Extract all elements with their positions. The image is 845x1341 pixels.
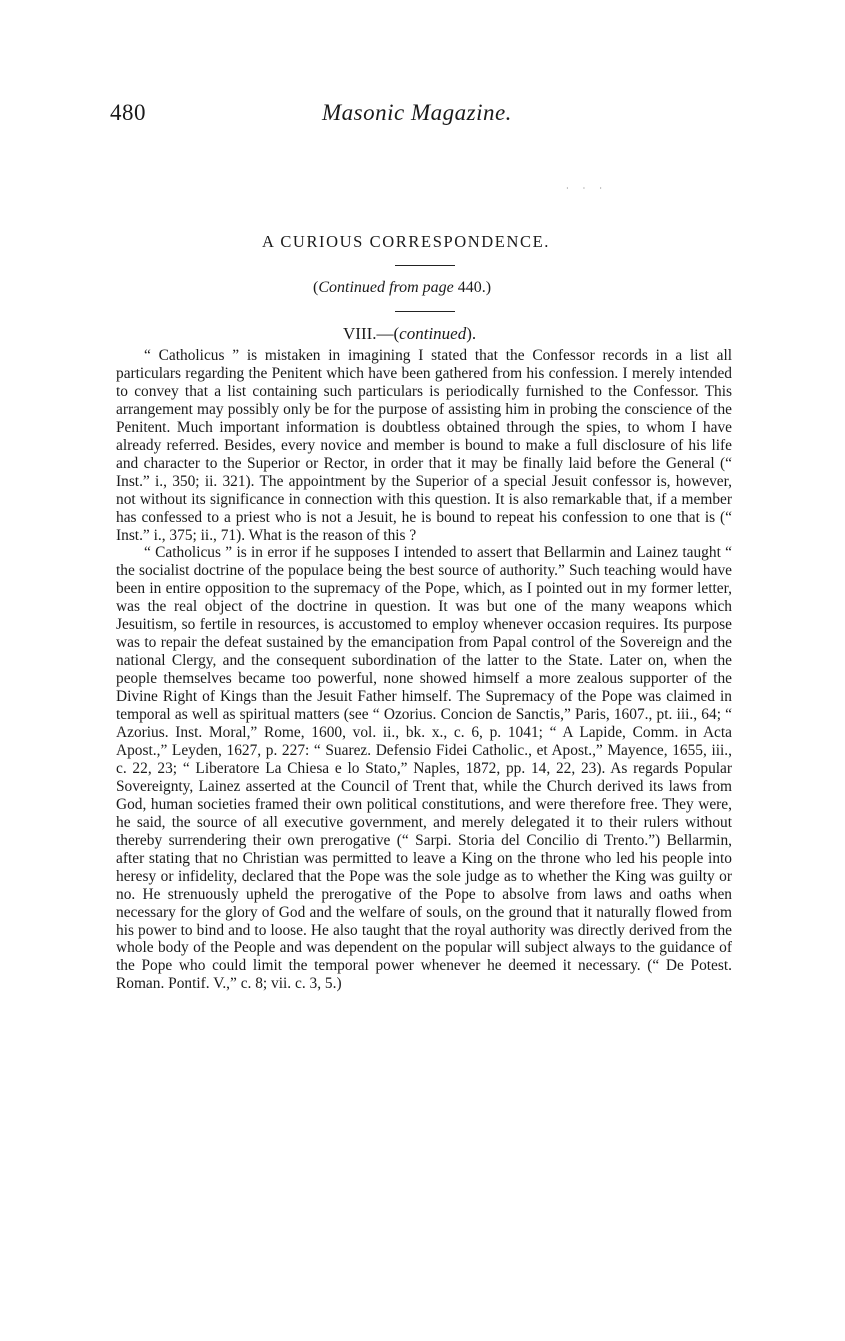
section-rule xyxy=(395,311,455,312)
section-italic: continued xyxy=(399,324,467,343)
article-title: A CURIOUS CORRESPONDENCE. xyxy=(262,232,550,251)
continued-prefix: ( xyxy=(313,279,319,296)
continued-italic: Continued from page xyxy=(318,279,454,296)
continued-suffix: 440.) xyxy=(453,279,492,296)
section-number: VIII.—( xyxy=(343,324,400,343)
section-heading xyxy=(343,324,476,344)
title-rule xyxy=(395,265,455,266)
page-number: 480 xyxy=(110,100,146,125)
print-specks: · · · xyxy=(566,184,608,193)
paragraph-1: “ Catholicus ” is mistaken in imagining I stated that the Confessor records in a list all particulars regarding the Penitent which have been gathered from his confession. I merely intended to convey that a list containing such particulars is periodically furnished to the Confessor. This arrangement may possibly only be for the purpose of assisting him in probing the conscience of the Penitent. Much important information is doubtless obtained through the spies, to whom I have already referred. Besides, every novice and member is bound to make a full disclosure of his life and character to the Superior or Rector, in order that it may be finally laid before the General (“ Inst.” i., 350; ii. 321). The appointment by the Superior of a special Jesuit confessor is, however, not without its significance in connection with this question. It is also remarkable that, if a member has confessed to a priest who is not a Jesuit, he is bound to repeat his confession to one that is (“ Inst.” i., 375; ii., 71). What is the reason of this ? xyxy=(116,347,732,544)
continued-note xyxy=(313,279,491,297)
paragraph-2: “ Catholicus ” is in error if he supposes I intended to assert that Bellarmin and Lainez taught “ the socialist doctrine of the populace being the best source of authority.” Such teaching would have been in entire opposition to the supremacy of the Pope, which, as I pointed out in my former letter, was the real object of the doctrine in question. It was but one of the many weapons which Jesuitism, so fertile in resources, is accustomed to employ whenever occasion requires. Its purpose was to repair the defeat sustained by the emancipation from Papal control of the Sovereign and the national Clergy, and the consequent subordination of the latter to the State. Later on, when the people themselves became too powerful, none showed himself a more zealous supporter of the Divine Right of Kings than the Jesuit Father himself. The Supremacy of the Pope was claimed in temporal as well as spiritual matters (see “ Ozorius. Concion de Sanctis,” Paris, 1607., pt. iii., 64; “ Azorius. Inst. Moral,” Rome, 1600, vol. ii., bk. x., c. 6, p. 1041; “ A Lapide, Comm. in Acta Apost.,” Leyden, 1627, p. 227: “ Suarez. Defensio Fidei Catholic., et Apost.,” Mayence, 1655, iii., c. 22, 23; “ Liberatore La Chiesa e lo Stato,” Naples, 1872, pp. 14, 22, 23). As regards Popular Sovereignty, Lainez asserted at the Council of Trent that, while the Church derived its laws from God, human societies framed their own political constitutions, and were therefore free. They were, he said, the source of all executive government, and merely delegated it to their rulers without thereby surrendering their own prerogative (“ Sarpi. Storia del Concilio di Trento.”) Bellarmin, after stating that no Christian was permitted to leave a King on the throne who led his people into heresy or infidelity, declared that the Pope was the sole judge as to whether the King was guilty or no. He strenuously upheld the prerogative of the Pope to absolve from laws and oaths when necessary for the glory of God and the welfare of souls, on the ground that it naturally flowed from his power to bind and to loose. He also taught that the royal authority was directly derived from the whole body of the People and was dependent on the popular will subject always to the guidance of the Pope who could limit the temporal power whenever he deemed it necessary. (“ De Potest. Roman. Pontif. V.,” c. 8; vii. c. 3, 5.) xyxy=(116,544,732,993)
section-suffix: ). xyxy=(466,324,477,343)
article-body xyxy=(116,347,732,993)
running-title: Masonic Magazine. xyxy=(322,100,512,125)
